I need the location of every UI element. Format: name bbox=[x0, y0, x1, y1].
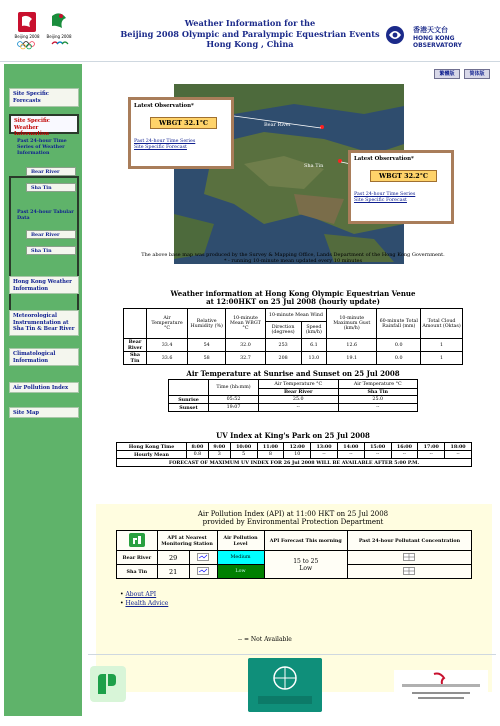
table-header-past24: Past 24-hour Pollutant Concentration bbox=[347, 531, 471, 551]
cell-wbgt: 32.0 bbox=[226, 339, 265, 352]
table-row bbox=[117, 451, 472, 459]
table-row bbox=[124, 339, 463, 352]
uv-time: 12:00 bbox=[284, 443, 311, 451]
bullet-icon: • bbox=[120, 600, 126, 607]
cell-rh: 58 bbox=[188, 352, 226, 365]
cell-temp: 33.4 bbox=[147, 339, 188, 352]
chart-icon[interactable] bbox=[197, 553, 209, 561]
row-site: Sha Tin bbox=[124, 352, 147, 365]
table-header-sha-tin: Sha Tin bbox=[338, 389, 418, 396]
map-label-bear-river: Bear River bbox=[264, 122, 292, 128]
uv-value: -- bbox=[445, 451, 472, 459]
table-header-gust: 10-minute Maximum Gust (km/h) bbox=[327, 309, 377, 339]
table-header-forecast: API Forecast This morning bbox=[264, 531, 347, 551]
sidebar-item-time-series-bear-river[interactable]: Bear River bbox=[26, 167, 76, 176]
cell-time: 19:07 bbox=[209, 404, 259, 412]
svg-text:Beijing 2008: Beijing 2008 bbox=[46, 34, 72, 39]
weather-info-title-line1: Weather information at Hong Kong Olympic Equestrian Venue bbox=[170, 289, 416, 298]
sidebar-item-site-specific-weather-info[interactable]: Site Specific Weather Information bbox=[9, 114, 79, 134]
api-title-line1: Air Pollution Index (API) at 11:00 HKT on 25 Jul 2008 bbox=[197, 510, 389, 518]
cell-dir: 253 bbox=[265, 339, 301, 352]
uv-value: -- bbox=[337, 451, 364, 459]
sidebar bbox=[4, 64, 82, 716]
api-table bbox=[116, 530, 472, 579]
table-row bbox=[169, 396, 418, 404]
table-header-cloud: Total Cloud Amount (Oktas) bbox=[421, 309, 463, 339]
sidebar-item-met-instrumentation[interactable]: Meteorological Instrumentation at Sha Tin & Bear River bbox=[9, 310, 79, 336]
cell-speed: 6.1 bbox=[301, 339, 327, 352]
beijing-paralympic-logo bbox=[46, 10, 72, 50]
uv-value: 10 bbox=[284, 451, 311, 459]
cell-bear: 25.0 bbox=[259, 396, 339, 404]
main-content bbox=[88, 64, 496, 724]
row-site: Bear River bbox=[117, 551, 158, 565]
row-label: Sunset bbox=[169, 404, 209, 412]
uv-value: 5 bbox=[230, 451, 257, 459]
cell-rh: 54 bbox=[188, 339, 226, 352]
forecast-level: Low bbox=[299, 564, 313, 572]
beijing-olympic-weather-centre-logo-icon[interactable] bbox=[248, 658, 322, 712]
bullet-icon: • bbox=[120, 591, 126, 598]
row-label: Hourly Mean bbox=[117, 451, 187, 459]
cell-cloud: 1 bbox=[421, 352, 463, 365]
table-header-speed: Speed (km/h) bbox=[301, 322, 327, 339]
beijing-olympic-logo bbox=[12, 10, 42, 50]
table-header-api: API at Nearest Monitoring Station bbox=[157, 531, 217, 551]
epd-logo-icon bbox=[129, 533, 145, 547]
title-line-3: Hong Kong , China bbox=[206, 39, 294, 49]
wbgt-value-sha-tin: WBGT 32.2°C bbox=[370, 170, 437, 182]
uv-table-title: UV Index at King's Park on 25 Jul 2008 bbox=[216, 431, 370, 440]
table-row bbox=[124, 352, 463, 365]
map-caption-note: * - running 10-minute mean updated every 10 minutes bbox=[223, 258, 363, 264]
title-line-2: Beijing 2008 Olympic and Paralympic Equestrian Events bbox=[120, 28, 380, 39]
uv-value: -- bbox=[418, 451, 445, 459]
uv-value: -- bbox=[364, 451, 391, 459]
sidebar-sub-past24-time-series: Past 24-hour Time Series of Weather Information bbox=[17, 138, 67, 156]
epd-logo-cell bbox=[117, 531, 158, 551]
cell-dir: 208 bbox=[265, 352, 301, 365]
hko-name-en: HONG KONG OBSERVATORY bbox=[413, 35, 462, 49]
sidebar-item-tabular-sha-tin[interactable]: Sha Tin bbox=[26, 246, 76, 255]
callout-title: Latest Observation* bbox=[354, 156, 414, 162]
cell-wbgt: 32.7 bbox=[226, 352, 265, 365]
about-api-link[interactable]: About API bbox=[125, 591, 157, 598]
table-header-time: Time (hh:mm) bbox=[209, 380, 259, 396]
hko-name-zh: 香港天文台 bbox=[413, 26, 448, 34]
sidebar-item-tabular-bear-river[interactable]: Bear River bbox=[26, 230, 76, 239]
uv-value: -- bbox=[391, 451, 418, 459]
table-header-air-temp: Air Temperature °C bbox=[147, 309, 188, 339]
equestrian-company-logo-icon[interactable] bbox=[88, 664, 128, 704]
cell-speed: 13.0 bbox=[301, 352, 327, 365]
past24-icon-cell[interactable] bbox=[347, 551, 471, 565]
table-header-bear-river: Bear River bbox=[259, 389, 339, 396]
bear-river-marker-icon[interactable] bbox=[320, 125, 324, 129]
api-links bbox=[120, 590, 168, 608]
table-header-wind: 10-minute Mean Wind bbox=[265, 309, 327, 322]
uv-time: 18:00 bbox=[445, 443, 472, 451]
page-title bbox=[100, 18, 400, 50]
cell-bear: -- bbox=[259, 404, 339, 412]
row-label: Sunrise bbox=[169, 396, 209, 404]
sidebar-item-hk-weather-info[interactable]: Hong Kong Weather Information bbox=[9, 276, 79, 294]
cell-api: 29 bbox=[157, 551, 189, 565]
table-header-wbgt: 10-minute Mean WBGT °C bbox=[226, 309, 265, 339]
table-header-blank bbox=[169, 380, 209, 396]
uv-index-table bbox=[116, 442, 472, 467]
cell-level: Medium bbox=[217, 551, 264, 565]
cell-gust: 12.6 bbox=[327, 339, 377, 352]
cell-level: Low bbox=[217, 565, 264, 579]
table-row bbox=[169, 404, 418, 412]
footer-divider bbox=[88, 654, 496, 655]
api-title bbox=[148, 510, 438, 526]
map-label-sha-tin: Sha Tin bbox=[304, 163, 324, 169]
cell-sha: 25.0 bbox=[338, 396, 418, 404]
link-time-series-bear-river[interactable]: Past 24-hour Time Series bbox=[134, 139, 196, 144]
cell-cloud: 1 bbox=[421, 339, 463, 352]
latest-observation-bear-river bbox=[128, 97, 234, 169]
uv-value: 3 bbox=[208, 451, 230, 459]
svg-text:Beijing 2008: Beijing 2008 bbox=[14, 34, 40, 39]
sidebar-item-climatological[interactable]: Climatological Information bbox=[9, 348, 79, 366]
table-icon[interactable] bbox=[403, 553, 415, 561]
table-icon[interactable] bbox=[403, 567, 415, 575]
sidebar-sub-past24-tabular: Past 24-hour Tabular Data bbox=[17, 209, 74, 221]
table-header-direction: Direction (degrees) bbox=[265, 322, 301, 339]
table-header-rh: Relative Humidity (%) bbox=[188, 309, 226, 339]
uv-time: 10:00 bbox=[230, 443, 257, 451]
uv-time: 16:00 bbox=[391, 443, 418, 451]
link-time-series-sha-tin[interactable]: Past 24-hour Time Series bbox=[354, 192, 416, 197]
olympic-equestrian-hk-logo-icon[interactable] bbox=[394, 670, 488, 704]
table-header-air-temp-1: Air Temperature °C bbox=[259, 380, 339, 389]
weather-info-table bbox=[123, 308, 463, 365]
uv-time: 11:00 bbox=[257, 443, 284, 451]
cell-forecast bbox=[264, 551, 347, 579]
api-title-line2: provided by Environmental Protection Department bbox=[202, 518, 384, 526]
row-site: Sha Tin bbox=[117, 565, 158, 579]
uv-value: 8 bbox=[257, 451, 284, 459]
map-caption bbox=[118, 252, 468, 264]
cell-sha: -- bbox=[338, 404, 418, 412]
api-trend-icon-cell[interactable] bbox=[189, 551, 217, 565]
weather-info-title-line2: at 12:00HKT on 25 Jul 2008 (hourly update) bbox=[206, 297, 380, 306]
uv-time: 14:00 bbox=[337, 443, 364, 451]
table-header-time: Hong Kong Time bbox=[117, 443, 187, 451]
uv-value: 0.8 bbox=[187, 451, 209, 459]
cell-rain: 0.0 bbox=[377, 352, 421, 365]
map-caption-credit: The above base map was produced by the Survey & Mapping Office, Lands Department of the Hong Kong Government. bbox=[141, 252, 445, 258]
callout-title: Latest Observation* bbox=[134, 103, 194, 109]
uv-time: 13:00 bbox=[311, 443, 338, 451]
row-site: Bear River bbox=[124, 339, 147, 352]
table-header-level: Air Pollution Level bbox=[217, 531, 264, 551]
simplified-chinese-button[interactable]: 简体版 bbox=[464, 69, 490, 79]
page-header bbox=[0, 0, 500, 62]
sidebar-item-time-series-sha-tin[interactable]: Sha Tin bbox=[26, 183, 76, 192]
table-header-air-temp-2: Air Temperature °C bbox=[338, 380, 418, 389]
latest-observation-sha-tin bbox=[348, 150, 454, 224]
cell-temp: 33.6 bbox=[147, 352, 188, 365]
table-header-rain: 60-minute Total Rainfall (mm) bbox=[377, 309, 421, 339]
sunrise-sunset-table bbox=[168, 379, 418, 412]
title-line-1: Weather Information for the bbox=[184, 18, 316, 28]
cell-gust: 19.1 bbox=[327, 352, 377, 365]
uv-time: 15:00 bbox=[364, 443, 391, 451]
uv-time: 8:00 bbox=[187, 443, 209, 451]
not-available-note: -- = Not Available bbox=[238, 636, 292, 643]
sun-table-title: Air Temperature at Sunrise and Sunset on 25 Jul 2008 bbox=[186, 369, 400, 378]
link-forecast-bear-river[interactable]: Site Specific Forecast bbox=[134, 145, 187, 150]
cell-time: 05:52 bbox=[209, 396, 259, 404]
link-forecast-sha-tin[interactable]: Site Specific Forecast bbox=[354, 198, 407, 203]
uv-time: 17:00 bbox=[418, 443, 445, 451]
uv-forecast-note: FORECAST OF MAXIMUM UV INDEX FOR 26 Jul 2008 WILL BE AVAILABLE AFTER 5:00 P.M. bbox=[117, 459, 472, 467]
chart-icon[interactable] bbox=[197, 567, 209, 575]
traditional-chinese-button[interactable]: 繁體版 bbox=[434, 69, 460, 79]
cell-api: 21 bbox=[157, 565, 189, 579]
wbgt-value-bear-river: WBGT 32.1°C bbox=[150, 117, 217, 129]
health-advice-link[interactable]: Health Advice bbox=[125, 600, 169, 607]
sidebar-item-site-specific-forecasts[interactable]: Site Specific Forecasts bbox=[9, 88, 79, 107]
sidebar-item-air-pollution[interactable]: Air Pollution Index bbox=[9, 382, 79, 393]
forecast-value: 15 to 25 bbox=[293, 557, 319, 565]
sidebar-item-site-map[interactable]: Site Map bbox=[9, 407, 79, 418]
table-header-site bbox=[124, 309, 147, 339]
api-trend-icon-cell[interactable] bbox=[189, 565, 217, 579]
weather-info-title bbox=[128, 290, 458, 306]
cell-rain: 0.0 bbox=[377, 339, 421, 352]
uv-time: 9:00 bbox=[208, 443, 230, 451]
past24-icon-cell[interactable] bbox=[347, 565, 471, 579]
uv-value: -- bbox=[311, 451, 338, 459]
table-row bbox=[117, 551, 472, 565]
